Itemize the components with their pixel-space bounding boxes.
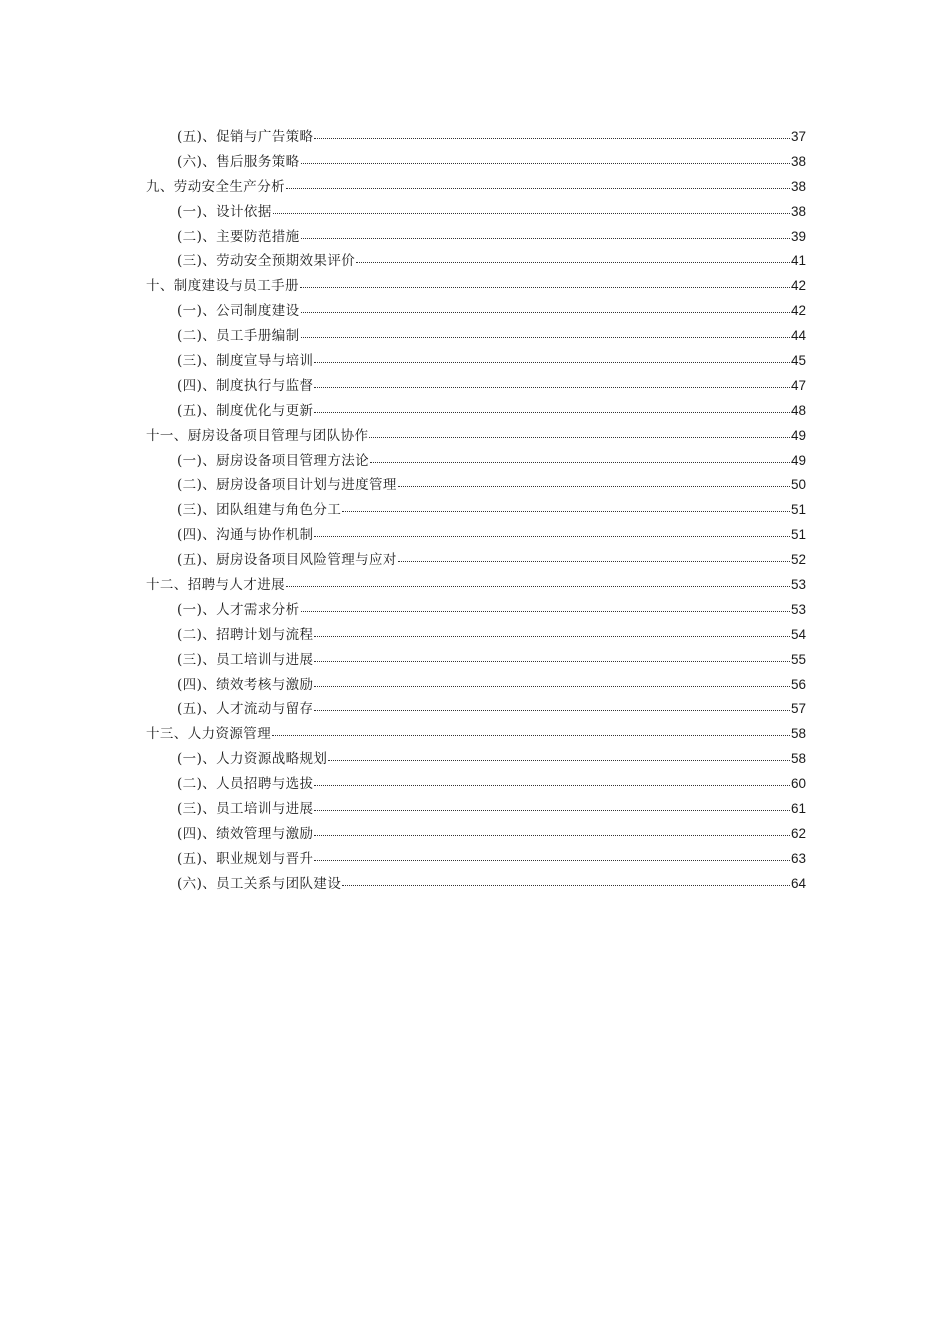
toc-section-entry[interactable]: [146, 797, 806, 822]
toc-entry-label: (三)、制度宣导与培训: [177, 353, 314, 370]
toc-page-number: 57: [790, 701, 806, 717]
toc-page-number: 61: [790, 801, 806, 817]
toc-dot-leader: [342, 875, 790, 886]
toc-dot-leader: [356, 252, 790, 263]
toc-page-number: 45: [790, 353, 806, 369]
toc-section-entry[interactable]: [146, 548, 806, 573]
toc-section-entry[interactable]: [146, 299, 806, 324]
toc-dot-leader: [398, 551, 790, 562]
toc-page-number: 52: [790, 552, 806, 568]
toc-dot-leader: [314, 800, 790, 811]
toc-section-entry[interactable]: [146, 648, 806, 673]
toc-section-entry[interactable]: [146, 623, 806, 648]
toc-entry-label: (三)、员工培训与进展: [177, 651, 314, 668]
toc-section-entry[interactable]: [146, 349, 806, 374]
toc-page-number: 55: [790, 651, 806, 667]
toc-dot-leader: [314, 700, 790, 711]
toc-dot-leader: [314, 651, 790, 662]
toc-page-number: 42: [790, 278, 806, 294]
toc-page-number: 64: [790, 875, 806, 891]
toc-entry-label: 十三、人力资源管理: [146, 726, 272, 743]
toc-page-number: 37: [790, 129, 806, 144]
toc-dot-leader: [314, 352, 790, 363]
toc-chapter-entry[interactable]: [146, 424, 806, 449]
toc-dot-leader: [314, 377, 790, 388]
toc-dot-leader: [301, 302, 790, 313]
toc-entry-label: (三)、员工培训与进展: [177, 801, 314, 818]
toc-page-number: 58: [790, 726, 806, 742]
toc-entry-label: (二)、主要防范措施: [177, 228, 300, 245]
toc-page-number: 63: [790, 850, 806, 866]
toc-page-number: 53: [790, 577, 806, 593]
toc-entry-label: (五)、职业规划与晋升: [177, 850, 314, 867]
toc-dot-leader: [286, 576, 790, 587]
toc-dot-leader: [369, 427, 790, 438]
toc-chapter-entry[interactable]: [146, 274, 806, 299]
toc-section-entry[interactable]: [146, 747, 806, 772]
toc-dot-leader: [300, 277, 790, 288]
toc-page-number: 47: [790, 377, 806, 393]
toc-entry-label: (二)、招聘计划与流程: [177, 626, 314, 643]
toc-entry-label: (二)、人员招聘与选拔: [177, 776, 314, 793]
toc-page-number: 53: [790, 601, 806, 617]
toc-dot-leader: [273, 203, 790, 214]
toc-section-entry[interactable]: [146, 200, 806, 225]
toc-dot-leader: [314, 128, 790, 139]
toc-entry-label: (四)、绩效管理与激励: [177, 825, 314, 842]
toc-section-entry[interactable]: [146, 324, 806, 349]
toc-dot-leader: [272, 725, 790, 736]
toc-dot-leader: [398, 476, 790, 487]
toc-section-entry[interactable]: [146, 374, 806, 399]
toc-entry-label: 十二、招聘与人才进展: [146, 577, 285, 594]
toc-page-number: 62: [790, 825, 806, 841]
toc-section-entry[interactable]: [146, 125, 806, 150]
toc-dot-leader: [314, 825, 790, 836]
toc-dot-leader: [301, 327, 790, 338]
toc-page-number: 56: [790, 676, 806, 692]
toc-page-number: 49: [790, 452, 806, 468]
toc-entry-label: (一)、人力资源战略规划: [177, 751, 328, 768]
toc-page-number: 38: [790, 203, 806, 219]
toc-section-entry[interactable]: [146, 523, 806, 548]
toc-page-number: 58: [790, 751, 806, 767]
toc-entry-label: (一)、设计依据: [177, 203, 272, 220]
toc-section-entry[interactable]: [146, 673, 806, 698]
toc-dot-leader: [314, 850, 790, 861]
toc-dot-leader: [342, 501, 790, 512]
toc-entry-label: (三)、劳动安全预期效果评价: [177, 253, 356, 270]
toc-dot-leader: [314, 626, 790, 637]
toc-entry-label: (一)、厨房设备项目管理方法论: [177, 452, 370, 469]
toc-chapter-entry[interactable]: [146, 175, 806, 200]
toc-section-entry[interactable]: [146, 473, 806, 498]
toc-section-entry[interactable]: [146, 847, 806, 872]
toc-section-entry[interactable]: [146, 697, 806, 722]
toc-dot-leader: [370, 452, 790, 463]
toc-page-number: 49: [790, 427, 806, 443]
toc-dot-leader: [314, 775, 790, 786]
toc-dot-leader: [328, 750, 790, 761]
toc-entry-label: (五)、制度优化与更新: [177, 402, 314, 419]
toc-page-number: 38: [790, 153, 806, 169]
toc-page-number: 51: [790, 502, 806, 518]
toc-entry-label: (五)、厨房设备项目风险管理与应对: [177, 552, 397, 569]
toc-entry-label: (六)、售后服务策略: [177, 153, 300, 170]
toc-dot-leader: [301, 601, 790, 612]
toc-entry-label: (四)、沟通与协作机制: [177, 527, 314, 544]
toc-dot-leader: [314, 676, 790, 687]
toc-page-number: 51: [790, 527, 806, 543]
toc-dot-leader: [301, 153, 790, 164]
toc-chapter-entry[interactable]: [146, 722, 806, 747]
toc-dot-leader: [301, 228, 790, 239]
toc-entry-label: (一)、公司制度建设: [177, 303, 300, 320]
toc-section-entry[interactable]: [146, 150, 806, 175]
table-of-contents: [146, 125, 806, 897]
toc-section-entry[interactable]: [146, 772, 806, 797]
toc-dot-leader: [286, 178, 790, 189]
toc-page-number: 39: [790, 228, 806, 244]
toc-entry-label: 十、制度建设与员工手册: [146, 278, 299, 295]
toc-entry-label: (一)、人才需求分析: [177, 601, 300, 618]
toc-entry-label: (六)、员工关系与团队建设: [177, 875, 342, 892]
toc-section-entry[interactable]: [146, 872, 806, 897]
toc-dot-leader: [314, 526, 790, 537]
toc-section-entry[interactable]: [146, 225, 806, 250]
toc-entry-label: 九、劳动安全生产分析: [146, 178, 285, 195]
toc-page-number: 42: [790, 303, 806, 319]
toc-entry-label: (五)、促销与广告策略: [177, 129, 314, 145]
toc-page-number: 48: [790, 402, 806, 418]
toc-section-entry[interactable]: [146, 249, 806, 274]
toc-section-entry[interactable]: [146, 498, 806, 523]
toc-section-entry[interactable]: [146, 598, 806, 623]
toc-entry-label: 十一、厨房设备项目管理与团队协作: [146, 427, 369, 444]
toc-page-number: 60: [790, 776, 806, 792]
toc-page-number: 41: [790, 253, 806, 269]
toc-entry-label: (五)、人才流动与留存: [177, 701, 314, 718]
toc-dot-leader: [314, 402, 790, 413]
toc-entry-label: (四)、绩效考核与激励: [177, 676, 314, 693]
toc-entry-label: (三)、团队组建与角色分工: [177, 502, 342, 519]
toc-entry-label: (二)、员工手册编制: [177, 328, 300, 345]
toc-page-number: 38: [790, 178, 806, 194]
toc-section-entry[interactable]: [146, 822, 806, 847]
toc-page-number: 54: [790, 626, 806, 642]
toc-page-number: 50: [790, 477, 806, 493]
toc-entry-label: (二)、厨房设备项目计划与进度管理: [177, 477, 397, 494]
toc-section-entry[interactable]: [146, 449, 806, 474]
toc-entry-label: (四)、制度执行与监督: [177, 377, 314, 394]
toc-chapter-entry[interactable]: [146, 573, 806, 598]
toc-page-number: 44: [790, 328, 806, 344]
toc-section-entry[interactable]: [146, 399, 806, 424]
